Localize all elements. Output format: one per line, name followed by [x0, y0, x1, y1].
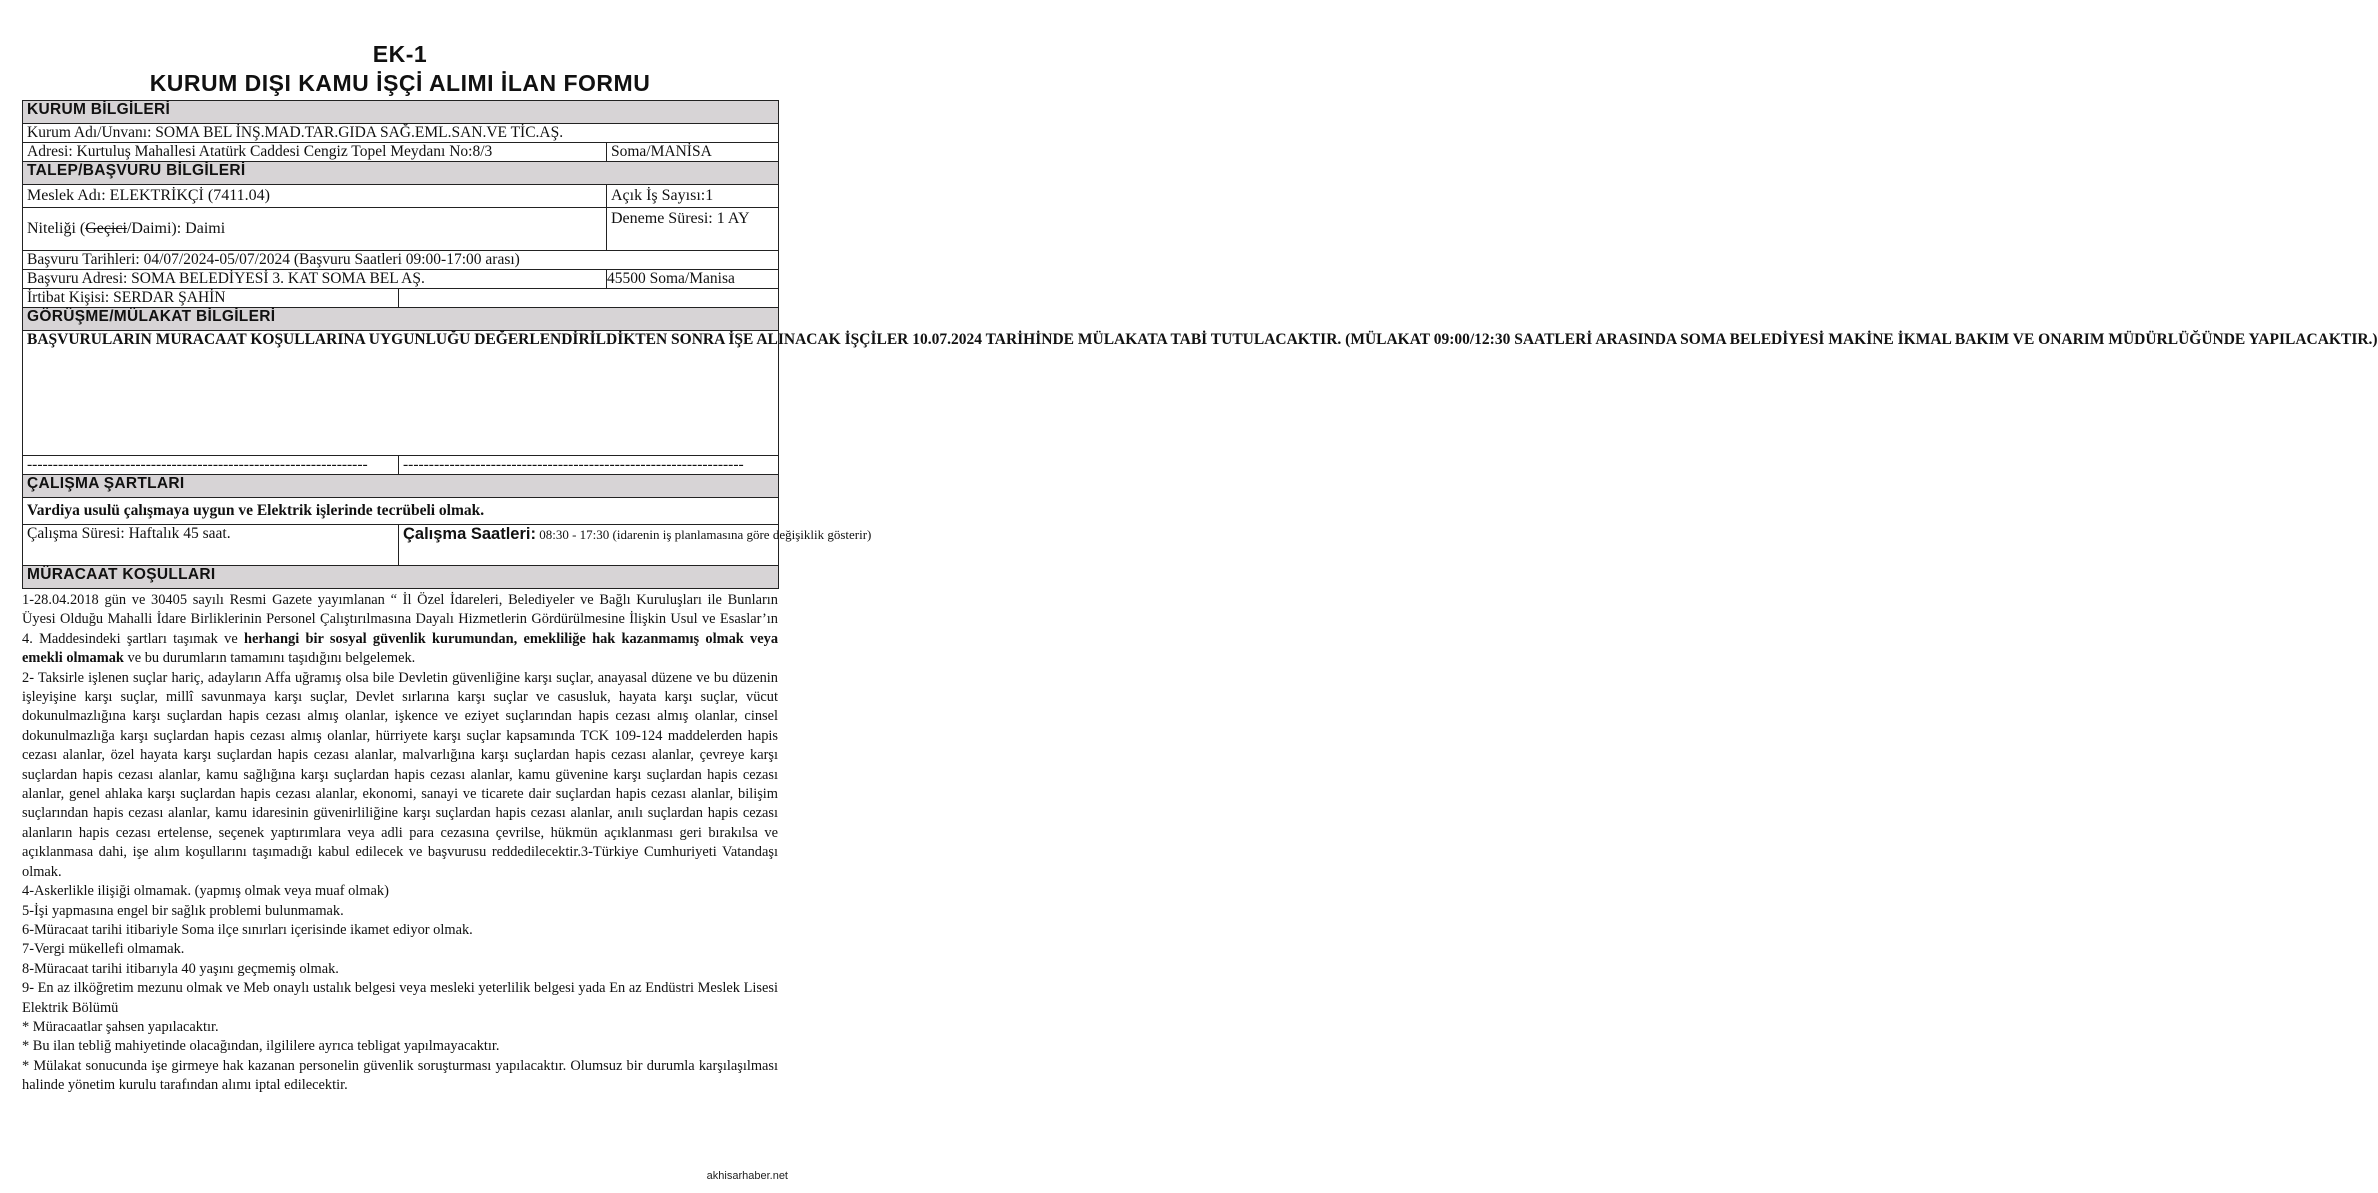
- section-application: MÜRACAAT KOŞULLARI: [23, 566, 779, 589]
- source-watermark: akhisarhaber.net: [703, 1168, 792, 1184]
- application-postal: 45500 Soma/Manisa: [607, 270, 779, 289]
- working-conditions: Vardiya usulü çalışmaya uygun ve Elektrik işlerinde tecrübeli olmak.: [23, 498, 779, 525]
- note-2: * Bu ilan tebliğ mahiyetinde olacağından, ilgililere ayrıca tebligat yapılmayacaktır.: [22, 1038, 500, 1055]
- profession: Meslek Adı: ELEKTRİKÇİ (7411.04): [23, 185, 607, 208]
- condition-2: 2- Taksirle işlenen suçlar hariç, adayların Affa uğramış olsa bile Devletin güvenliğine karşı suçlar, anayasal düzene ve bu düzenin işleyişine karşı suçlar, millî savunmaya karşı suçlar, Devlet sırlarına karşı suçlar ve casusluk, hayata karşı suçlar, vücut dokunulmazlığına karşı suçlardan hapis cezası almış olanlar, işkence ve eziyet suçlarından hapis cezası almış olanlar, cinsel dokunulmazlığa karşı suçlardan hapis cezası almış olanlar, hürriyete karşı suçlar kapsamında TCK 109-124 maddelerden hapis cezası alanlar, özel hayata karşı suçlardan hapis cezası alanlar, malvarlığına karşı suçlardan hapis cezası alanlar, çevreye karşı suçlardan hapis cezası alanlar, kamu sağlığına karşı suçlardan hapis cezası alanlar, kamu güvenine karşı suçlardan hapis cezası alanlar, genel ahlaka karşı suçlardan hapis cezası alanlar, ekonomi, sanayi ve ticarete dair suçlardan hapis cezası alanlar, bilişim suçlarından hapis cezası alanlar, kamu idaresinin güvenirliliğine karşı suçlardan hapis cezası alanlar, anılı suçlardan hapis cezası alanların hapis cezası ertelense, seçenek yaptırımlara veya adli para cezasına çevrilse, hükmün açıklanması geri bırakılsa ve açıklanmasa dahi, işe alım koşullarını taşımadığı kabul edilecek ve başvurusu reddedilecektir.3-Türkiye Cumhuriyeti Vatandaşı olmak.: [22, 669, 778, 880]
- condition-5: 5-İşi yapmasına engel bir sağlık problemi bulunmamak.: [22, 902, 344, 919]
- application-address: [23, 270, 607, 289]
- nature-suffix: /Daimi): Daimi: [126, 220, 226, 237]
- working-duration-label: Çalışma Süresi:: [27, 525, 125, 542]
- condition-6: 6-Müracaat tarihi itibariyle Soma ilçe sınırları içerisinde ikamet ediyor olmak.: [22, 921, 473, 938]
- working-hours-label: Çalışma Saatleri:: [403, 525, 536, 543]
- application-dates: Başvuru Tarihleri: 04/07/2024-05/07/2024 (Başvuru Saatleri 09:00-17:00 arası): [23, 251, 779, 270]
- dash-left: ------------------------------------------------------------------: [23, 456, 399, 475]
- institution-name: Kurum Adı/Unvanı: SOMA BEL İNŞ.MAD.TAR.GIDA SAĞ.EML.SAN.VE TİC.AŞ.: [23, 124, 779, 143]
- interview-text: BAŞVURULARIN MURACAAT KOŞULLARINA UYGUNLUĞU DEĞERLENDİRİLDİKTEN SONRA İŞE ALINACAK İŞÇİLER 10.07.2024 TARİHİNDE MÜLAKATA TABİ TUTULACAKTIR. (MÜLAKAT 09:00/12:30 SAATLERİ ARASINDA SOMA BELEDİYESİ MAKİNE İKMAL BAKIM VE ONARIM MÜDÜRLÜĞÜNDE YAPILACAKTIR.): [23, 331, 779, 456]
- trial-period: Deneme Süresi: 1 AY: [607, 208, 779, 251]
- form-table: [22, 100, 2378, 589]
- note-1: * Müracaatlar şahsen yapılacaktır.: [22, 1018, 219, 1035]
- contact-person: İrtibat Kişisi: SERDAR ŞAHİN: [23, 289, 399, 308]
- condition-7: 7-Vergi mükellefi olmamak.: [22, 941, 185, 958]
- employment-nature: [23, 208, 607, 251]
- note-3: * Mülakat sonucunda işe girmeye hak kazanan personelin güvenlik soruşturması yapılacaktır. Olumsuz bir durumla karşılaşılması halinde yönetim kurulu tarafından alımı iptal edilecektir.: [22, 1057, 778, 1094]
- section-request: TALEP/BAŞVURU BİLGİLERİ: [23, 162, 779, 185]
- openings: Açık İş Sayısı:1: [607, 185, 779, 208]
- institution-city: Soma/MANİSA: [607, 143, 779, 162]
- nature-prefix: Niteliği (: [27, 220, 86, 237]
- working-hours: [399, 525, 872, 566]
- institution-address: Adresi: Kurtuluş Mahallesi Atatürk Caddesi Cengiz Topel Meydanı No:8/3: [23, 143, 607, 162]
- section-working: ÇALIŞMA ŞARTLARI: [23, 475, 779, 498]
- section-institution: KURUM BİLGİLERİ: [23, 101, 779, 124]
- dash-right: ------------------------------------------------------------------: [399, 456, 779, 475]
- condition-4: 4-Askerlikle ilişiği olmamak. (yapmış olmak veya muaf olmak): [22, 883, 389, 900]
- contact-empty: [399, 289, 779, 308]
- application-conditions: [22, 591, 778, 1096]
- nature-struck: Geçici: [85, 220, 127, 237]
- form-title: KURUM DIŞI KAMU İŞÇİ ALIMI İLAN FORMU: [149, 70, 651, 96]
- condition-8: 8-Müracaat tarihi itibarıyla 40 yaşını geçmemiş olmak.: [22, 960, 339, 977]
- working-duration-value: Haftalık 45 saat.: [124, 525, 231, 542]
- application-address-text: Başvuru Adresi: SOMA BELEDİYESİ 3. KAT SOMA BEL AŞ.: [27, 270, 425, 287]
- form-page: [22, 40, 2378, 1096]
- working-duration: [23, 525, 399, 566]
- working-hours-value: 08:30 - 17:30 (idarenin iş planlamasına göre değişiklik gösterir): [535, 527, 872, 542]
- section-interview: GÖRÜŞME/MÜLAKAT BİLGİLERİ: [23, 308, 779, 331]
- condition-1: 1-28.04.2018 gün ve 30405 sayılı Resmi Gazete yayımlanan “ İl Özel İdareleri, Belediyeler ve Bağlı Kuruluşları ile Bunların Üyesi Olduğu Mahalli İdare Birliklerinin Personel Çalıştırılmasına Dayalı Hizmetlerin Gördürülmesine İlişkin Usul ve Esaslar’ın 4. Maddesindeki şartları taşımak ve herhangi bir sosyal güvenlik kurumundan, emekliliğe hak kazanmamış olmak veya emekli olmamak ve bu durumların tamamını taşıdığını belgelemek.: [22, 592, 779, 667]
- condition-9: 9- En az ilköğretim mezunu olmak ve Meb onaylı ustalık belgesi veya mesleki yeterlilik belgesi yada En az Endüstri Meslek Lisesi Elektrik Bölümü: [22, 980, 778, 1016]
- annex-label: EK-1: [372, 41, 428, 67]
